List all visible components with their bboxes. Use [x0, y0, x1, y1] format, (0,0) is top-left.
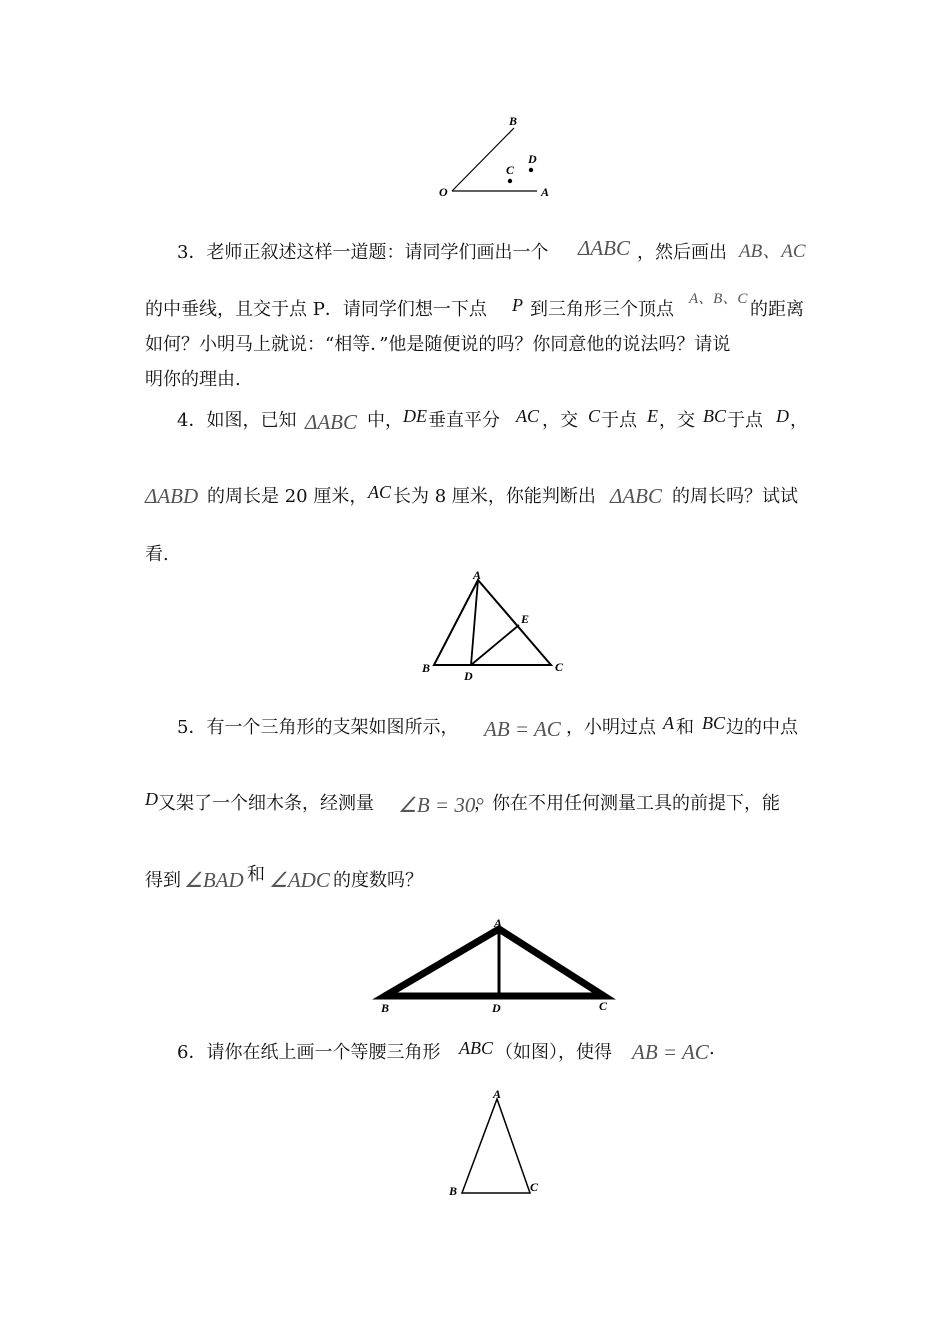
q6-text: （如图），使得: [495, 1042, 612, 1063]
q4-text: 的周长是 20 厘米，: [207, 486, 368, 507]
q3-text: 明你的理由.: [145, 369, 241, 390]
q3-text: 如何？小明马上就说：“相等．”他是随便说的吗？你同意他的说法吗？请说: [145, 334, 731, 355]
q6-line-1: [0, 1030, 950, 1064]
q5-d: D: [145, 789, 158, 809]
math-angle-b-30: ∠B = 30°: [398, 793, 484, 817]
q4-text: 的周长吗？试试: [672, 486, 798, 507]
q6-abc: ABC: [459, 1038, 493, 1058]
q5-text: 的度数吗？: [333, 870, 423, 891]
figure-bracket: [375, 915, 615, 1020]
q4-text: 于点: [601, 410, 637, 431]
ray-ob: [452, 128, 514, 191]
math-triangle-abc: ΔABC: [610, 484, 662, 508]
q3-text: 3．老师正叙述这样一道题：请同学们画出一个: [177, 242, 549, 263]
figure-angle-aob: [420, 110, 570, 200]
q4-text: 长为 8 厘米，你能判断出: [393, 486, 596, 507]
q4-line-1: [0, 398, 950, 432]
q4-ac: AC: [516, 406, 540, 426]
label-b: B: [422, 661, 431, 675]
q3-line-2: [0, 287, 950, 321]
segment-de: [471, 625, 519, 665]
label-c: C: [599, 999, 608, 1013]
q5-bc: BC: [702, 713, 726, 733]
math-abc-points: A、B、C: [689, 291, 748, 307]
label-b: B: [381, 1001, 390, 1015]
math-ab-eq-ac: AB = AC: [484, 717, 561, 741]
q4-line-2: [0, 474, 950, 508]
q5-text: ，你在不用任何测量工具的前提下，能: [474, 793, 780, 814]
math-triangle-abc: ΔABC: [305, 410, 357, 434]
triangle-abc: [434, 580, 551, 665]
math-ab-ac: AB、AC: [739, 241, 806, 262]
figure-triangle-de: [415, 565, 575, 685]
q5-line-2: [0, 781, 950, 815]
q5-a: A: [663, 713, 674, 733]
q3-text: 到三角形三个顶点: [530, 299, 674, 320]
q4-e: E: [647, 406, 658, 426]
q5-text: 又架了一个细木条，经测量: [158, 793, 374, 814]
label-c: C: [506, 163, 515, 177]
q3-text: 的中垂线，且交于点 P．请同学们想一下点: [145, 299, 487, 320]
q3-text: ，然后画出: [637, 242, 727, 263]
q5-line-1: [0, 705, 950, 739]
label-d: D: [528, 152, 537, 166]
q4-text: 看.: [145, 544, 169, 565]
q5-line-3: [0, 858, 950, 892]
point-c: [508, 179, 512, 183]
label-c: C: [555, 660, 564, 674]
label-a: A: [473, 568, 482, 582]
label-o: O: [439, 185, 448, 199]
label-d: D: [464, 669, 473, 683]
bracket-frame: [385, 929, 604, 996]
point-d: [529, 168, 533, 172]
label-a: A: [494, 916, 503, 930]
q5-text: ，小明过点: [566, 717, 656, 738]
label-a: A: [541, 185, 550, 199]
label-b: B: [449, 1184, 458, 1198]
q3-line-3: [0, 322, 950, 356]
q3-line-4: [0, 357, 950, 391]
math-angle-bad: ∠BAD: [184, 868, 244, 892]
label-d: D: [492, 1001, 501, 1015]
q3-line-1: [0, 230, 950, 264]
q4-text: ，: [790, 410, 808, 431]
math-triangle-abd: ΔABD: [145, 484, 199, 508]
q4-bc: BC: [703, 406, 727, 426]
q3-point-p: P: [512, 295, 523, 315]
q4-de: DE: [403, 406, 427, 426]
q3-text: 的距离: [750, 299, 804, 320]
q4-text: ，交: [659, 410, 695, 431]
q5-text: 和: [247, 864, 265, 885]
q5-text: 边的中点: [726, 717, 798, 738]
label-c: C: [530, 1180, 539, 1194]
math-ab-eq-ac: AB = AC: [632, 1040, 709, 1064]
q5-text: 得到: [145, 870, 181, 891]
math-triangle-abc: ΔABC: [578, 236, 630, 260]
q5-text: 5．有一个三角形的支架如图所示，: [177, 717, 459, 738]
q6-text: 6．请你在纸上画一个等腰三角形: [177, 1042, 441, 1063]
triangle-abc: [462, 1099, 530, 1193]
q4-text: 中，: [367, 410, 403, 431]
label-a: A: [493, 1087, 502, 1101]
q4-d: D: [776, 406, 789, 426]
q4-line-3: [0, 532, 950, 566]
q6-text: .: [709, 1038, 715, 1059]
q4-c: C: [588, 406, 601, 426]
q4-text: 于点: [727, 410, 763, 431]
q4-ac: AC: [368, 482, 392, 502]
q5-text: 和: [676, 717, 694, 738]
q4-text: 垂直平分: [428, 410, 500, 431]
figure-isosceles: [440, 1085, 550, 1205]
q4-text: ，交: [542, 410, 578, 431]
q4-text: 4．如图，已知: [177, 410, 297, 431]
label-b: B: [509, 114, 518, 128]
math-angle-adc: ∠ADC: [269, 868, 330, 892]
label-e: E: [521, 612, 530, 626]
